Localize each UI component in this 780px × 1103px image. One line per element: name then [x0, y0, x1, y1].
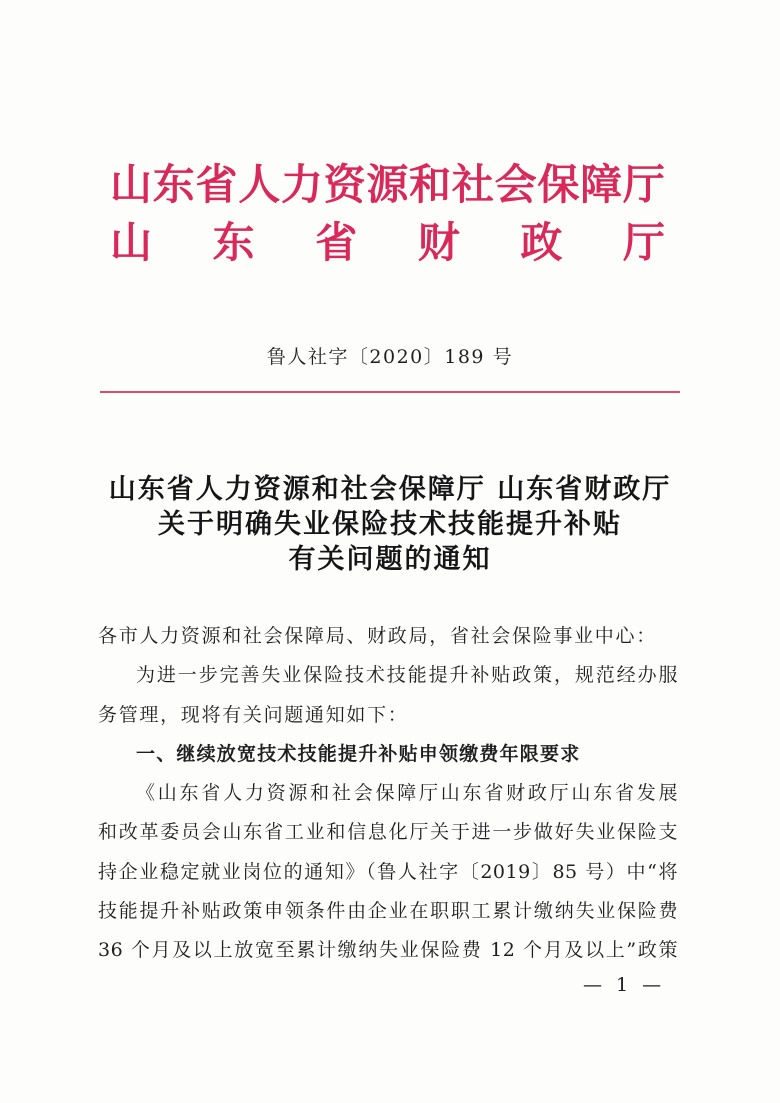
page-number: — 1 — — [583, 974, 666, 996]
header-char: 东 — [212, 218, 255, 267]
header-char: 力 — [280, 160, 323, 209]
header-char: 山 — [110, 218, 153, 267]
title-line-3: 有关问题的通知 — [288, 544, 492, 575]
header-char: 人 — [238, 160, 281, 209]
intro-line-1: 为进一步完善失业保险技术技能提升补贴政策，规范经办服 — [136, 664, 678, 687]
header-char: 和 — [409, 160, 452, 209]
header-char: 会 — [494, 160, 537, 209]
section-1-line: 技能提升补贴政策申领条件由企业在职职工累计缴纳失业保险费 — [98, 900, 678, 923]
header-char: 资 — [323, 160, 366, 209]
header-agency-hrss — [110, 160, 665, 210]
section-1-heading: 一、继续放宽技术技能提升补贴申领缴费年限要求 — [136, 742, 581, 765]
section-1-line: 和改革委员会山东省工业和信息化厅关于进一步做好失业保险支 — [98, 821, 678, 844]
header-char: 障 — [580, 160, 623, 209]
header-char: 财 — [417, 218, 460, 267]
header-char: 源 — [366, 160, 409, 209]
document-body — [98, 617, 678, 971]
header-char: 厅 — [622, 160, 665, 209]
section-1-line: 持企业稳定就业岗位的通知》（鲁人社字〔2019〕85 号）中“将 — [98, 860, 678, 883]
header-char: 厅 — [622, 218, 665, 267]
header-char: 政 — [520, 218, 563, 267]
header-char: 社 — [451, 160, 494, 209]
addressee-line: 各市人力资源和社会保障局、财政局，省社会保险事业中心： — [98, 625, 657, 647]
header-agency-finance — [110, 218, 665, 268]
title-line-1: 山东省人力资源和社会保障厅 山东省财政厅 — [108, 474, 672, 505]
section-1-line: 36 个月及以上放宽至累计缴纳失业保险费 12 个月及以上”政策 — [98, 939, 678, 962]
section-1-line: 《山东省人力资源和社会保障厅山东省财政厅山东省发展 — [136, 782, 678, 805]
title-line-2: 关于明确失业保险技术技能提升补贴 — [158, 509, 622, 540]
intro-line-2: 务管理，现将有关问题通知如下： — [98, 703, 409, 726]
header-char: 省 — [195, 160, 238, 209]
header-char: 山 — [110, 160, 153, 209]
header-char: 保 — [537, 160, 580, 209]
red-divider-line — [100, 391, 680, 393]
document-title — [60, 472, 720, 577]
document-number: 鲁人社字〔2020〕189 号 — [266, 346, 514, 368]
header-char: 东 — [152, 160, 195, 209]
header-char: 省 — [315, 218, 358, 267]
